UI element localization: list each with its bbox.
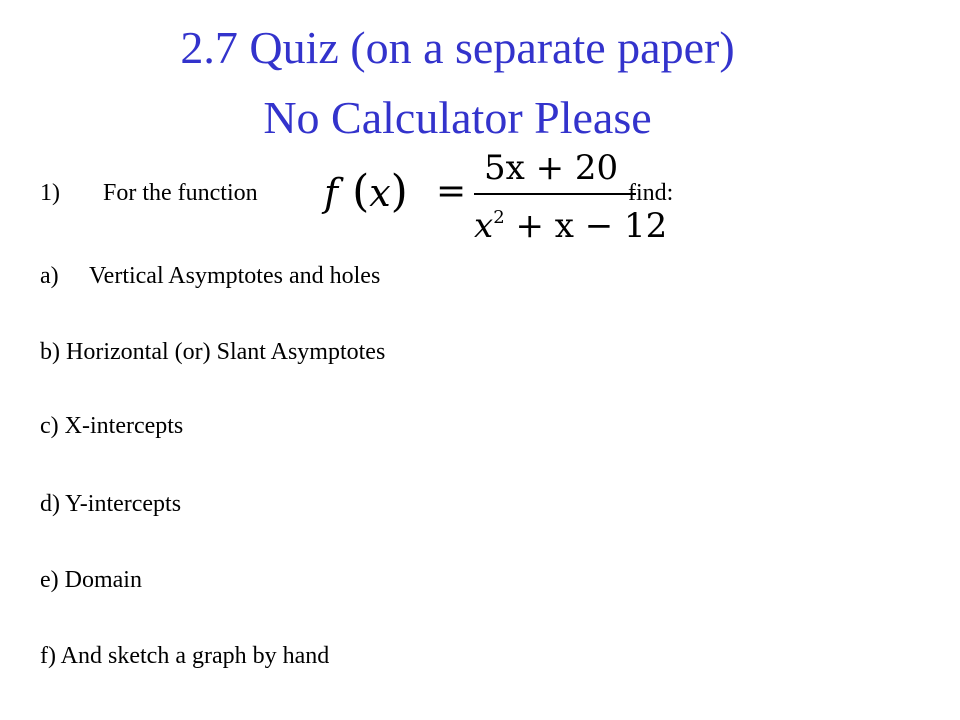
part-text: Domain (64, 567, 142, 593)
part-text: Y-intercepts (65, 491, 182, 517)
part-d (40, 490, 181, 518)
part-label: a) (40, 263, 59, 289)
part-label: b) (40, 339, 60, 365)
part-b (40, 338, 385, 366)
part-label: c) (40, 413, 59, 439)
part-text: X-intercepts (64, 413, 184, 439)
question-number: 1) (40, 180, 60, 206)
part-text: Horizontal (or) Slant Asymptotes (66, 339, 386, 365)
function-name: f (324, 171, 339, 215)
question-1 (40, 148, 740, 248)
part-label: e) (40, 567, 59, 593)
part-label: f) (40, 643, 56, 669)
function-variable: x (369, 171, 391, 215)
part-label: d) (40, 491, 60, 517)
question-lead-text: For the function (103, 180, 258, 206)
fraction-bar (474, 193, 636, 195)
part-text: Vertical Asymptotes and holes (89, 263, 381, 289)
quiz-subtitle: No Calculator Please (263, 92, 652, 143)
part-c (40, 412, 183, 440)
question-trailing-text: find: (628, 180, 674, 206)
denominator-rest: + x − 12 (504, 206, 668, 246)
denominator-base: x (474, 206, 494, 246)
quiz-title: 2.7 Quiz (on a separate paper) (180, 22, 735, 73)
part-e (40, 566, 142, 594)
part-a (40, 262, 380, 290)
equals-sign: = (436, 171, 467, 212)
function-lhs: f (x) (324, 166, 408, 217)
denominator-exponent: 2 (493, 207, 505, 228)
part-f (40, 642, 329, 670)
fraction-denominator (474, 198, 668, 246)
part-text: And sketch a graph by hand (60, 643, 330, 669)
fraction-numerator: 5x + 20 (484, 148, 619, 188)
